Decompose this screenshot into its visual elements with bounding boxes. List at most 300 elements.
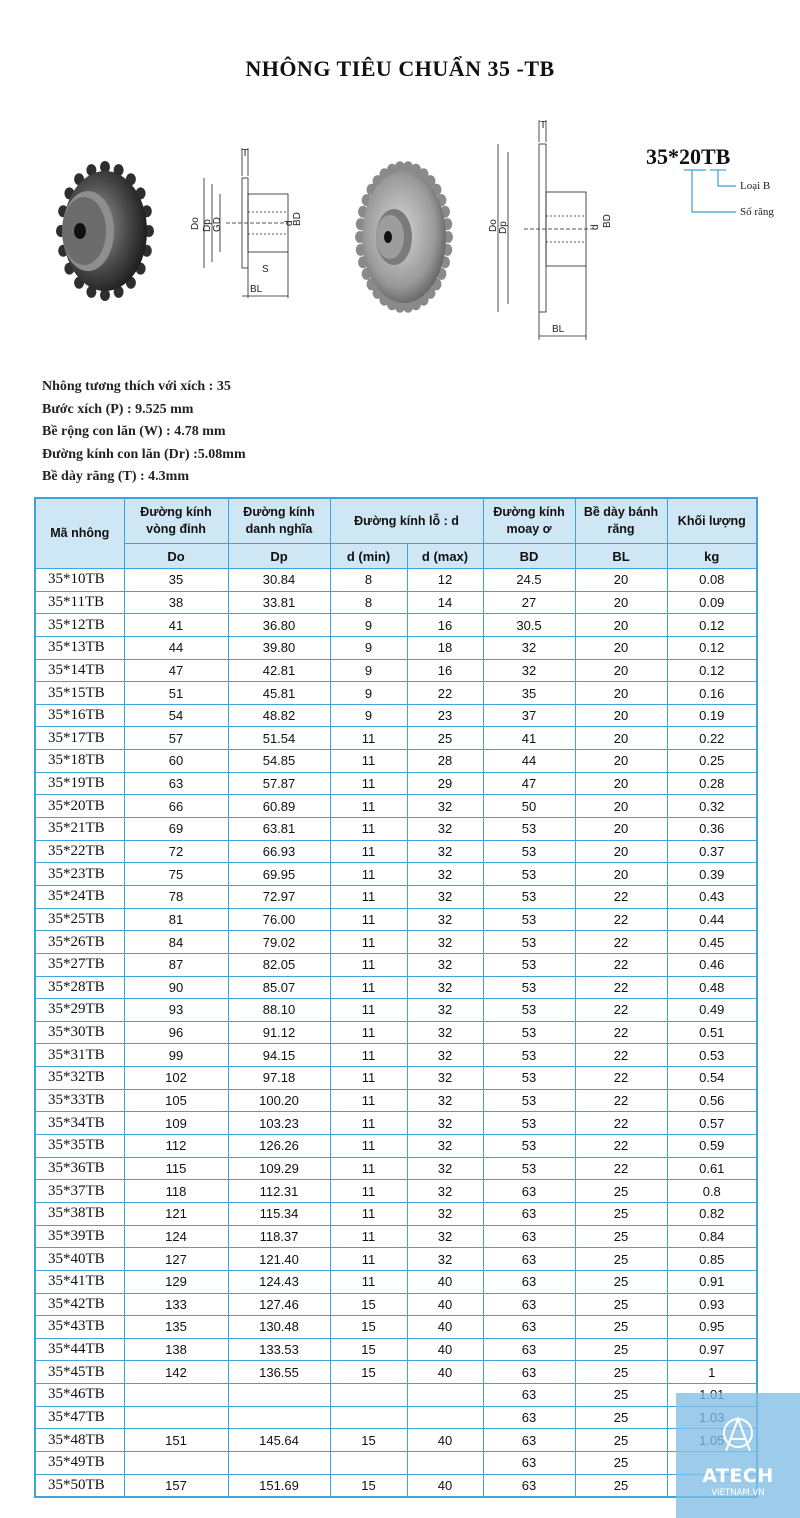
row-bl: 20	[575, 682, 667, 705]
row-bl: 25	[575, 1474, 667, 1497]
row-kg: 0.51	[667, 1021, 757, 1044]
row-bd: 53	[483, 1089, 575, 1112]
table-row	[35, 931, 757, 954]
row-dmin: 11	[330, 1225, 407, 1248]
dim-label-s: S	[262, 264, 269, 275]
row-dmax	[407, 1406, 483, 1429]
row-dp: 60.89	[228, 795, 330, 818]
row-bd: 30.5	[483, 614, 575, 637]
row-dmax: 16	[407, 659, 483, 682]
row-code: 35*38TB	[35, 1202, 124, 1225]
row-dmin: 15	[330, 1293, 407, 1316]
row-kg: 0.97	[667, 1338, 757, 1361]
row-bl: 22	[575, 1067, 667, 1090]
row-do: 60	[124, 750, 228, 773]
row-dmax: 40	[407, 1293, 483, 1316]
row-kg: 0.82	[667, 1202, 757, 1225]
row-kg: 0.32	[667, 795, 757, 818]
row-do: 63	[124, 772, 228, 795]
row-bd: 63	[483, 1316, 575, 1339]
row-do: 51	[124, 682, 228, 705]
table-row	[35, 863, 757, 886]
table-row	[35, 1067, 757, 1090]
row-kg: 0.53	[667, 1044, 757, 1067]
row-bd: 63	[483, 1248, 575, 1271]
row-code: 35*41TB	[35, 1270, 124, 1293]
row-bl: 22	[575, 999, 667, 1022]
row-dp	[228, 1406, 330, 1429]
page-title: NHÔNG TIÊU CHUẨN 35 -TB	[245, 56, 555, 81]
row-code: 35*45TB	[35, 1361, 124, 1384]
row-dmin: 15	[330, 1338, 407, 1361]
row-dmin: 11	[330, 976, 407, 999]
row-dp: 33.81	[228, 591, 330, 614]
row-bd: 27	[483, 591, 575, 614]
row-dp: 82.05	[228, 953, 330, 976]
row-dmax: 40	[407, 1429, 483, 1452]
row-do: 54	[124, 704, 228, 727]
row-dmax: 32	[407, 840, 483, 863]
table-row	[35, 727, 757, 750]
row-kg: 0.59	[667, 1135, 757, 1158]
row-bd: 53	[483, 885, 575, 908]
table-row	[35, 1406, 757, 1429]
table-row	[35, 750, 757, 773]
sprocket-photo-large	[354, 162, 454, 312]
row-dmax: 32	[407, 1135, 483, 1158]
row-bl: 20	[575, 795, 667, 818]
row-bd: 63	[483, 1202, 575, 1225]
row-kg: 0.12	[667, 636, 757, 659]
row-dp: 97.18	[228, 1067, 330, 1090]
row-do: 124	[124, 1225, 228, 1248]
row-dp: 76.00	[228, 908, 330, 931]
row-bl: 25	[575, 1429, 667, 1452]
row-dmax	[407, 1384, 483, 1407]
row-code: 35*30TB	[35, 1021, 124, 1044]
header-bore: Đường kính lỗ : d	[330, 498, 483, 544]
header-kg: Khối lượng	[667, 498, 757, 544]
row-dmax: 32	[407, 976, 483, 999]
spec-roller-width: Bề rộng con lăn (W) : 4.78 mm	[42, 424, 226, 439]
row-bd: 53	[483, 1112, 575, 1135]
row-code: 35*39TB	[35, 1225, 124, 1248]
row-dmax: 32	[407, 885, 483, 908]
row-bl: 20	[575, 659, 667, 682]
row-kg: 0.95	[667, 1316, 757, 1339]
table-row	[35, 591, 757, 614]
row-dmin: 11	[330, 931, 407, 954]
row-dmax: 25	[407, 727, 483, 750]
row-dmin: 9	[330, 704, 407, 727]
row-bd: 63	[483, 1384, 575, 1407]
table-row	[35, 1112, 757, 1135]
table-row	[35, 1451, 757, 1474]
row-kg: 0.48	[667, 976, 757, 999]
dim-label-bd: BD	[292, 212, 303, 226]
row-dp: 121.40	[228, 1248, 330, 1271]
row-kg: 0.12	[667, 659, 757, 682]
row-dmax: 32	[407, 1112, 483, 1135]
row-bl: 22	[575, 1112, 667, 1135]
row-dmin: 11	[330, 1180, 407, 1203]
row-do: 138	[124, 1338, 228, 1361]
row-code: 35*19TB	[35, 772, 124, 795]
row-kg: 0.08	[667, 569, 757, 592]
table-row	[35, 1202, 757, 1225]
row-dmin: 9	[330, 682, 407, 705]
row-dp: 69.95	[228, 863, 330, 886]
row-dmax: 40	[407, 1316, 483, 1339]
row-code: 35*46TB	[35, 1384, 124, 1407]
row-bl: 25	[575, 1225, 667, 1248]
spec-tooth-thickness: Bề dày răng (T) : 4.3mm	[42, 469, 189, 484]
table-row	[35, 976, 757, 999]
sprocket-spec-table	[34, 497, 758, 1498]
row-dmax: 32	[407, 1044, 483, 1067]
row-bl: 20	[575, 614, 667, 637]
row-bd: 53	[483, 1021, 575, 1044]
row-dmin: 11	[330, 772, 407, 795]
row-kg: 0.45	[667, 931, 757, 954]
row-dmax: 32	[407, 863, 483, 886]
row-dp: 30.84	[228, 569, 330, 592]
row-dmax: 32	[407, 795, 483, 818]
row-do: 151	[124, 1429, 228, 1452]
row-dp: 79.02	[228, 931, 330, 954]
table-row	[35, 1316, 757, 1339]
row-dmin: 11	[330, 1112, 407, 1135]
row-dp: 145.64	[228, 1429, 330, 1452]
row-dmin	[330, 1384, 407, 1407]
row-dmin: 11	[330, 1089, 407, 1112]
dim-label-t: T	[242, 148, 249, 159]
row-kg: 0.16	[667, 682, 757, 705]
subheader-dmin: d (min)	[330, 544, 407, 569]
table-row	[35, 1248, 757, 1271]
row-kg: 0.25	[667, 750, 757, 773]
dim-label-dp: Dp	[202, 219, 213, 232]
table-row	[35, 1021, 757, 1044]
row-do: 84	[124, 931, 228, 954]
row-bl: 20	[575, 591, 667, 614]
row-bd: 53	[483, 818, 575, 841]
row-dmin	[330, 1451, 407, 1474]
table-row	[35, 840, 757, 863]
row-dp: 66.93	[228, 840, 330, 863]
table-row	[35, 704, 757, 727]
header-do: Đường kính vòng đỉnh	[124, 498, 228, 544]
row-bd: 24.5	[483, 569, 575, 592]
row-bd: 53	[483, 1044, 575, 1067]
row-bl: 20	[575, 636, 667, 659]
header-bl: Bề dày bánh răng	[575, 498, 667, 544]
logo-site: VIETNAM.VN	[711, 1488, 765, 1498]
row-do: 81	[124, 908, 228, 931]
row-dmax: 32	[407, 1157, 483, 1180]
row-kg: 0.93	[667, 1293, 757, 1316]
row-do: 99	[124, 1044, 228, 1067]
row-bd: 63	[483, 1180, 575, 1203]
row-dp: 127.46	[228, 1293, 330, 1316]
row-dp: 42.81	[228, 659, 330, 682]
row-bl: 25	[575, 1361, 667, 1384]
subheader-do: Do	[124, 544, 228, 569]
row-bl: 20	[575, 863, 667, 886]
row-dmax: 12	[407, 569, 483, 592]
subheader-dp: Dp	[228, 544, 330, 569]
row-kg: 0.28	[667, 772, 757, 795]
row-kg: 0.44	[667, 908, 757, 931]
row-bl: 22	[575, 908, 667, 931]
row-dmax: 32	[407, 999, 483, 1022]
row-bd: 53	[483, 863, 575, 886]
row-dmin: 15	[330, 1316, 407, 1339]
row-bd: 63	[483, 1293, 575, 1316]
row-bl: 22	[575, 1157, 667, 1180]
sprocket-photo-small	[50, 156, 150, 306]
row-kg: 0.61	[667, 1157, 757, 1180]
row-dmin: 11	[330, 953, 407, 976]
row-kg: 0.36	[667, 818, 757, 841]
row-kg: 0.56	[667, 1089, 757, 1112]
row-kg: 0.49	[667, 999, 757, 1022]
row-bd: 63	[483, 1474, 575, 1497]
row-bd: 53	[483, 840, 575, 863]
row-code: 35*17TB	[35, 727, 124, 750]
row-bd: 50	[483, 795, 575, 818]
row-bl: 25	[575, 1316, 667, 1339]
row-bl: 22	[575, 885, 667, 908]
row-bl: 25	[575, 1270, 667, 1293]
row-code: 35*49TB	[35, 1451, 124, 1474]
row-bl: 25	[575, 1384, 667, 1407]
row-code: 35*25TB	[35, 908, 124, 931]
row-dmin: 15	[330, 1474, 407, 1497]
row-kg: 0.57	[667, 1112, 757, 1135]
subheader-bl: BL	[575, 544, 667, 569]
row-bl: 25	[575, 1180, 667, 1203]
dim-label-do-2: Do	[488, 219, 499, 232]
row-kg: 0.84	[667, 1225, 757, 1248]
row-dp: 136.55	[228, 1361, 330, 1384]
table-row	[35, 953, 757, 976]
row-bd: 47	[483, 772, 575, 795]
row-bd: 63	[483, 1451, 575, 1474]
row-bd: 63	[483, 1270, 575, 1293]
row-code: 35*18TB	[35, 750, 124, 773]
row-bl: 22	[575, 953, 667, 976]
row-do: 66	[124, 795, 228, 818]
row-bd: 63	[483, 1406, 575, 1429]
row-kg: 0.09	[667, 591, 757, 614]
row-dmax: 40	[407, 1361, 483, 1384]
logo-icon	[716, 1411, 760, 1461]
row-kg: 0.39	[667, 863, 757, 886]
row-dmax: 40	[407, 1338, 483, 1361]
row-dmax	[407, 1451, 483, 1474]
row-dp: 63.81	[228, 818, 330, 841]
row-do: 44	[124, 636, 228, 659]
table-row	[35, 1384, 757, 1407]
row-bd: 53	[483, 953, 575, 976]
row-dmin: 11	[330, 1067, 407, 1090]
table-row	[35, 1089, 757, 1112]
row-dmax: 32	[407, 1067, 483, 1090]
spec-chain: Nhông tương thích với xích : 35	[42, 379, 231, 394]
row-do: 109	[124, 1112, 228, 1135]
row-do: 38	[124, 591, 228, 614]
spec-list	[42, 376, 246, 489]
row-dmax: 14	[407, 591, 483, 614]
row-kg: 0.54	[667, 1067, 757, 1090]
dim-label-gd: GD	[212, 217, 223, 232]
table-row	[35, 1225, 757, 1248]
row-dmin	[330, 1406, 407, 1429]
table-row	[35, 772, 757, 795]
row-bd: 53	[483, 999, 575, 1022]
table-row	[35, 1270, 757, 1293]
row-do: 112	[124, 1135, 228, 1158]
row-bl: 25	[575, 1248, 667, 1271]
row-dmin: 8	[330, 569, 407, 592]
row-bl: 22	[575, 1044, 667, 1067]
row-do: 75	[124, 863, 228, 886]
row-kg: 0.22	[667, 727, 757, 750]
row-dp: 36.80	[228, 614, 330, 637]
row-do: 72	[124, 840, 228, 863]
row-dmax: 32	[407, 908, 483, 931]
row-do: 121	[124, 1202, 228, 1225]
row-code: 35*14TB	[35, 659, 124, 682]
row-code: 35*28TB	[35, 976, 124, 999]
row-bl: 20	[575, 750, 667, 773]
row-bl: 22	[575, 931, 667, 954]
row-dp: 100.20	[228, 1089, 330, 1112]
row-bl: 20	[575, 569, 667, 592]
row-do: 129	[124, 1270, 228, 1293]
row-dmax: 16	[407, 614, 483, 637]
row-dp: 130.48	[228, 1316, 330, 1339]
row-bl: 22	[575, 1135, 667, 1158]
row-code: 35*21TB	[35, 818, 124, 841]
row-dp: 133.53	[228, 1338, 330, 1361]
row-dp: 48.82	[228, 704, 330, 727]
row-bd: 63	[483, 1361, 575, 1384]
table-row	[35, 1361, 757, 1384]
row-bd: 53	[483, 1135, 575, 1158]
section-drawing-right	[484, 118, 624, 340]
row-dmax: 22	[407, 682, 483, 705]
row-code: 35*40TB	[35, 1248, 124, 1271]
row-dmax: 32	[407, 931, 483, 954]
code-example: 35*20TB	[646, 144, 731, 169]
row-code: 35*44TB	[35, 1338, 124, 1361]
row-code: 35*11TB	[35, 591, 124, 614]
row-bd: 44	[483, 750, 575, 773]
row-dmin: 11	[330, 885, 407, 908]
table-row	[35, 569, 757, 592]
row-code: 35*22TB	[35, 840, 124, 863]
spec-roller-diameter: Đường kính con lăn (Dr) :5.08mm	[42, 446, 246, 462]
dim-label-bl-2: BL	[552, 324, 565, 335]
table-row	[35, 1135, 757, 1158]
subheader-bd: BD	[483, 544, 575, 569]
dim-label-do: Do	[190, 217, 201, 230]
row-dmin: 11	[330, 1021, 407, 1044]
table-row	[35, 1429, 757, 1452]
row-code: 35*48TB	[35, 1429, 124, 1452]
row-do: 78	[124, 885, 228, 908]
row-code: 35*10TB	[35, 569, 124, 592]
row-do: 135	[124, 1316, 228, 1339]
table-row	[35, 885, 757, 908]
dim-label-dp-2: Dp	[498, 221, 509, 234]
row-bd: 53	[483, 908, 575, 931]
table-row	[35, 818, 757, 841]
row-dp: 151.69	[228, 1474, 330, 1497]
row-dmin: 11	[330, 818, 407, 841]
row-dp: 57.87	[228, 772, 330, 795]
code-type-label: Loại B	[740, 180, 771, 192]
row-kg: 0.43	[667, 885, 757, 908]
row-code: 35*12TB	[35, 614, 124, 637]
row-dp: 118.37	[228, 1225, 330, 1248]
row-bd: 35	[483, 682, 575, 705]
row-bd: 32	[483, 659, 575, 682]
spec-pitch: Bước xích (P) : 9.525 mm	[42, 401, 194, 417]
row-code: 35*31TB	[35, 1044, 124, 1067]
row-bl: 20	[575, 727, 667, 750]
table-body	[35, 569, 757, 1498]
row-bd: 41	[483, 727, 575, 750]
row-dp: 91.12	[228, 1021, 330, 1044]
row-bl: 20	[575, 818, 667, 841]
dim-label-t-2: T	[540, 120, 547, 131]
code-annotation-lines	[680, 168, 740, 218]
table-row	[35, 999, 757, 1022]
row-dmin: 11	[330, 1135, 407, 1158]
row-bl: 25	[575, 1406, 667, 1429]
row-dmax: 40	[407, 1474, 483, 1497]
row-dmin: 11	[330, 908, 407, 931]
row-code: 35*23TB	[35, 863, 124, 886]
row-bl: 22	[575, 1021, 667, 1044]
table-row	[35, 1474, 757, 1497]
row-dmin: 11	[330, 1270, 407, 1293]
row-code: 35*50TB	[35, 1474, 124, 1497]
row-do: 90	[124, 976, 228, 999]
row-dmin: 9	[330, 614, 407, 637]
row-kg: 0.37	[667, 840, 757, 863]
row-dmax: 29	[407, 772, 483, 795]
row-dmin: 11	[330, 1044, 407, 1067]
row-dmin: 11	[330, 863, 407, 886]
row-dmin: 11	[330, 840, 407, 863]
table-row	[35, 908, 757, 931]
row-code: 35*47TB	[35, 1406, 124, 1429]
subheader-kg: kg	[667, 544, 757, 569]
row-do: 157	[124, 1474, 228, 1497]
row-code: 35*27TB	[35, 953, 124, 976]
table-row	[35, 659, 757, 682]
row-dmin: 11	[330, 1248, 407, 1271]
row-bd: 53	[483, 931, 575, 954]
row-bd: 53	[483, 976, 575, 999]
row-do: 133	[124, 1293, 228, 1316]
row-dp: 88.10	[228, 999, 330, 1022]
dim-label-d: d	[284, 220, 295, 226]
